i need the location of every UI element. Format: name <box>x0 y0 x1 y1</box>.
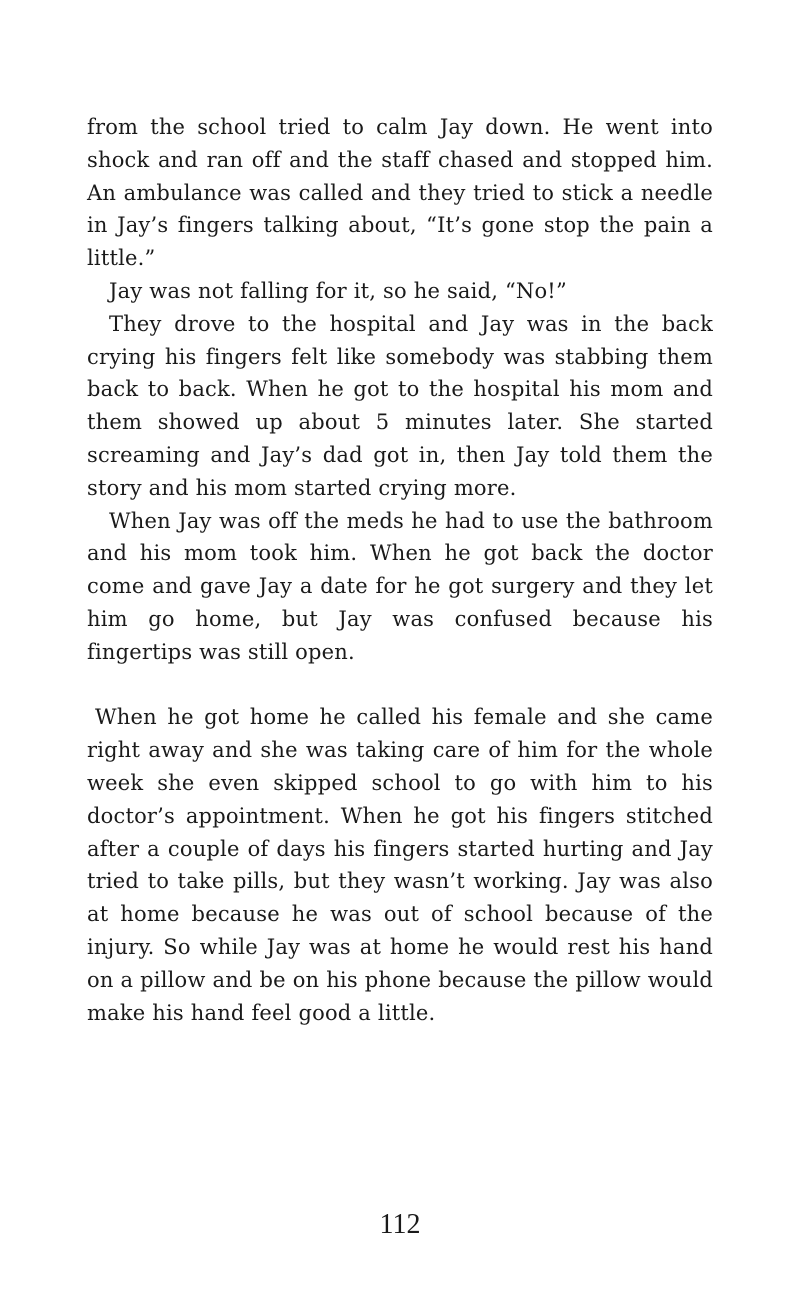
paragraph-spacer <box>87 669 713 702</box>
paragraph-2: Jay was not falling for it, so he said, “No!” <box>109 278 567 303</box>
page-number: 112 <box>379 1209 421 1240</box>
paragraph-5: When he got home he called his female and she came right away and she was taking care of him for the whole week she even skipped school to go with him to his doctor’s appointment. When he got his fingers stitched after a couple of days his fingers started hurting and Jay tried to take pills, but they wasn’t working. Jay was also at home because he was out of school because of the injury. So while Jay was at home he would rest his hand on a pillow and be on his phone because the pillow would make his hand feel good a little. <box>87 705 713 1025</box>
paragraph-1: from the school tried to calm Jay down. He went into shock and ran off and the staff chased and stopped him. An ambulance was called and they tried to stick a needle in Jay’s fingers talking about, “It’s gone stop the pain a little.” <box>87 115 713 271</box>
paragraph-4: When Jay was off the meds he had to use the bathroom and his mom took him. When he got back the doctor come and gave Jay a date for he got surgery and they let him go home, but Jay was confused because his fingertips was still open. <box>87 508 713 664</box>
body-text <box>87 111 713 1029</box>
paragraph-3: They drove to the hospital and Jay was in the back crying his fingers felt like somebody was stabbing them back to back. When he got to the hospital his mom and them showed up about 5 minutes later. She started screaming and Jay’s dad got in, then Jay told them the story and his mom started crying more. <box>87 311 713 500</box>
